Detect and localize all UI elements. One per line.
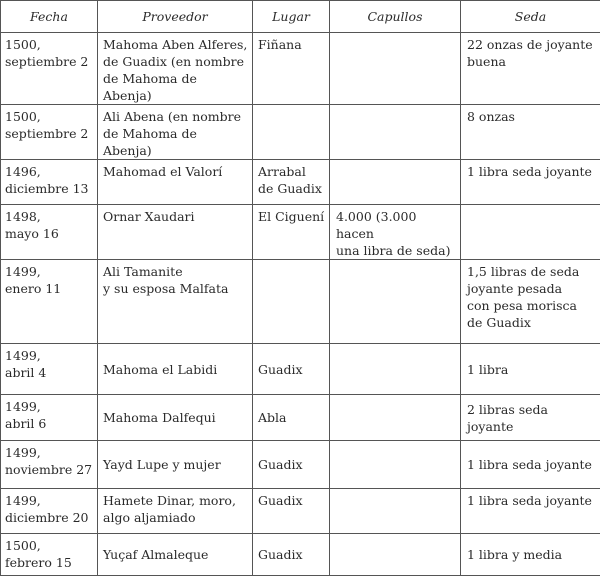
cell-lugar: Abla [253,395,330,441]
cell-fecha: 1500, septiembre 2 [1,105,98,160]
cell-proveedor: Mahoma Dalfequi [98,395,253,441]
cell-proveedor: Mahoma Aben Alferes, de Guadix (en nombre de Mahoma de Abenja) [98,33,253,105]
cell-seda: 1 libra seda joyante [461,441,600,489]
table-row [1,395,600,441]
cell-seda: 2 libras seda joyante [461,395,600,441]
cell-capullos [330,534,461,576]
cell-proveedor: Yayd Lupe y mujer [98,441,253,489]
cell-proveedor: Mahoma el Labidi [98,344,253,395]
cell-fecha: 1500, febrero 15 [1,534,98,576]
cell-fecha: 1498, mayo 16 [1,205,98,260]
cell-proveedor: Hamete Dinar, moro, algo aljamiado [98,489,253,534]
cell-fecha: 1499, abril 4 [1,344,98,395]
cell-capullos [330,489,461,534]
cell-lugar: Guadix [253,534,330,576]
cell-lugar: Arrabal de Guadix [253,160,330,205]
cell-seda: 22 onzas de joyante buena [461,33,600,105]
cell-capullos: 4.000 (3.000 hacen una libra de seda) [330,205,461,260]
header-row [1,1,600,33]
cell-seda: 1 libra y media [461,534,600,576]
cell-fecha: 1499, noviembre 27 [1,441,98,489]
cell-capullos [330,105,461,160]
cell-proveedor: Ornar Xaudari [98,205,253,260]
cell-seda [461,205,600,260]
cell-seda: 1 libra seda joyante [461,489,600,534]
cell-seda: 8 onzas [461,105,600,160]
table-row [1,260,600,344]
cell-fecha: 1500, septiembre 2 [1,33,98,105]
cell-proveedor: Ali Tamanite y su esposa Malfata [98,260,253,344]
table-row [1,105,600,160]
cell-capullos [330,441,461,489]
cell-capullos [330,344,461,395]
cell-capullos [330,395,461,441]
header-proveedor: Proveedor [98,1,253,33]
header-fecha: Fecha [1,1,98,33]
cell-seda: 1 libra seda joyante [461,160,600,205]
cell-lugar [253,260,330,344]
cell-fecha: 1499, abril 6 [1,395,98,441]
header-seda: Seda [461,1,600,33]
cell-lugar: Guadix [253,441,330,489]
table-row [1,489,600,534]
cell-seda: 1,5 libras de seda joyante pesada con pesa morisca de Guadix [461,260,600,344]
table-row [1,33,600,105]
cell-fecha: 1499, enero 11 [1,260,98,344]
cell-seda: 1 libra [461,344,600,395]
header-capullos: Capullos [330,1,461,33]
cell-capullos [330,260,461,344]
table-row [1,160,600,205]
header-lugar: Lugar [253,1,330,33]
cell-capullos [330,160,461,205]
cell-capullos [330,33,461,105]
cell-lugar: El Ciguení [253,205,330,260]
table-row [1,534,600,576]
cell-fecha: 1496, diciembre 13 [1,160,98,205]
cell-lugar: Guadix [253,344,330,395]
cell-proveedor: Ali Abena (en nombre de Mahoma de Abenja) [98,105,253,160]
cell-proveedor: Yuçaf Almaleque [98,534,253,576]
table-row [1,205,600,260]
cell-lugar: Guadix [253,489,330,534]
cell-lugar: Fiñana [253,33,330,105]
table-row [1,344,600,395]
table-row [1,441,600,489]
cell-fecha: 1499, diciembre 20 [1,489,98,534]
cell-lugar [253,105,330,160]
cell-proveedor: Mahomad el Valorí [98,160,253,205]
